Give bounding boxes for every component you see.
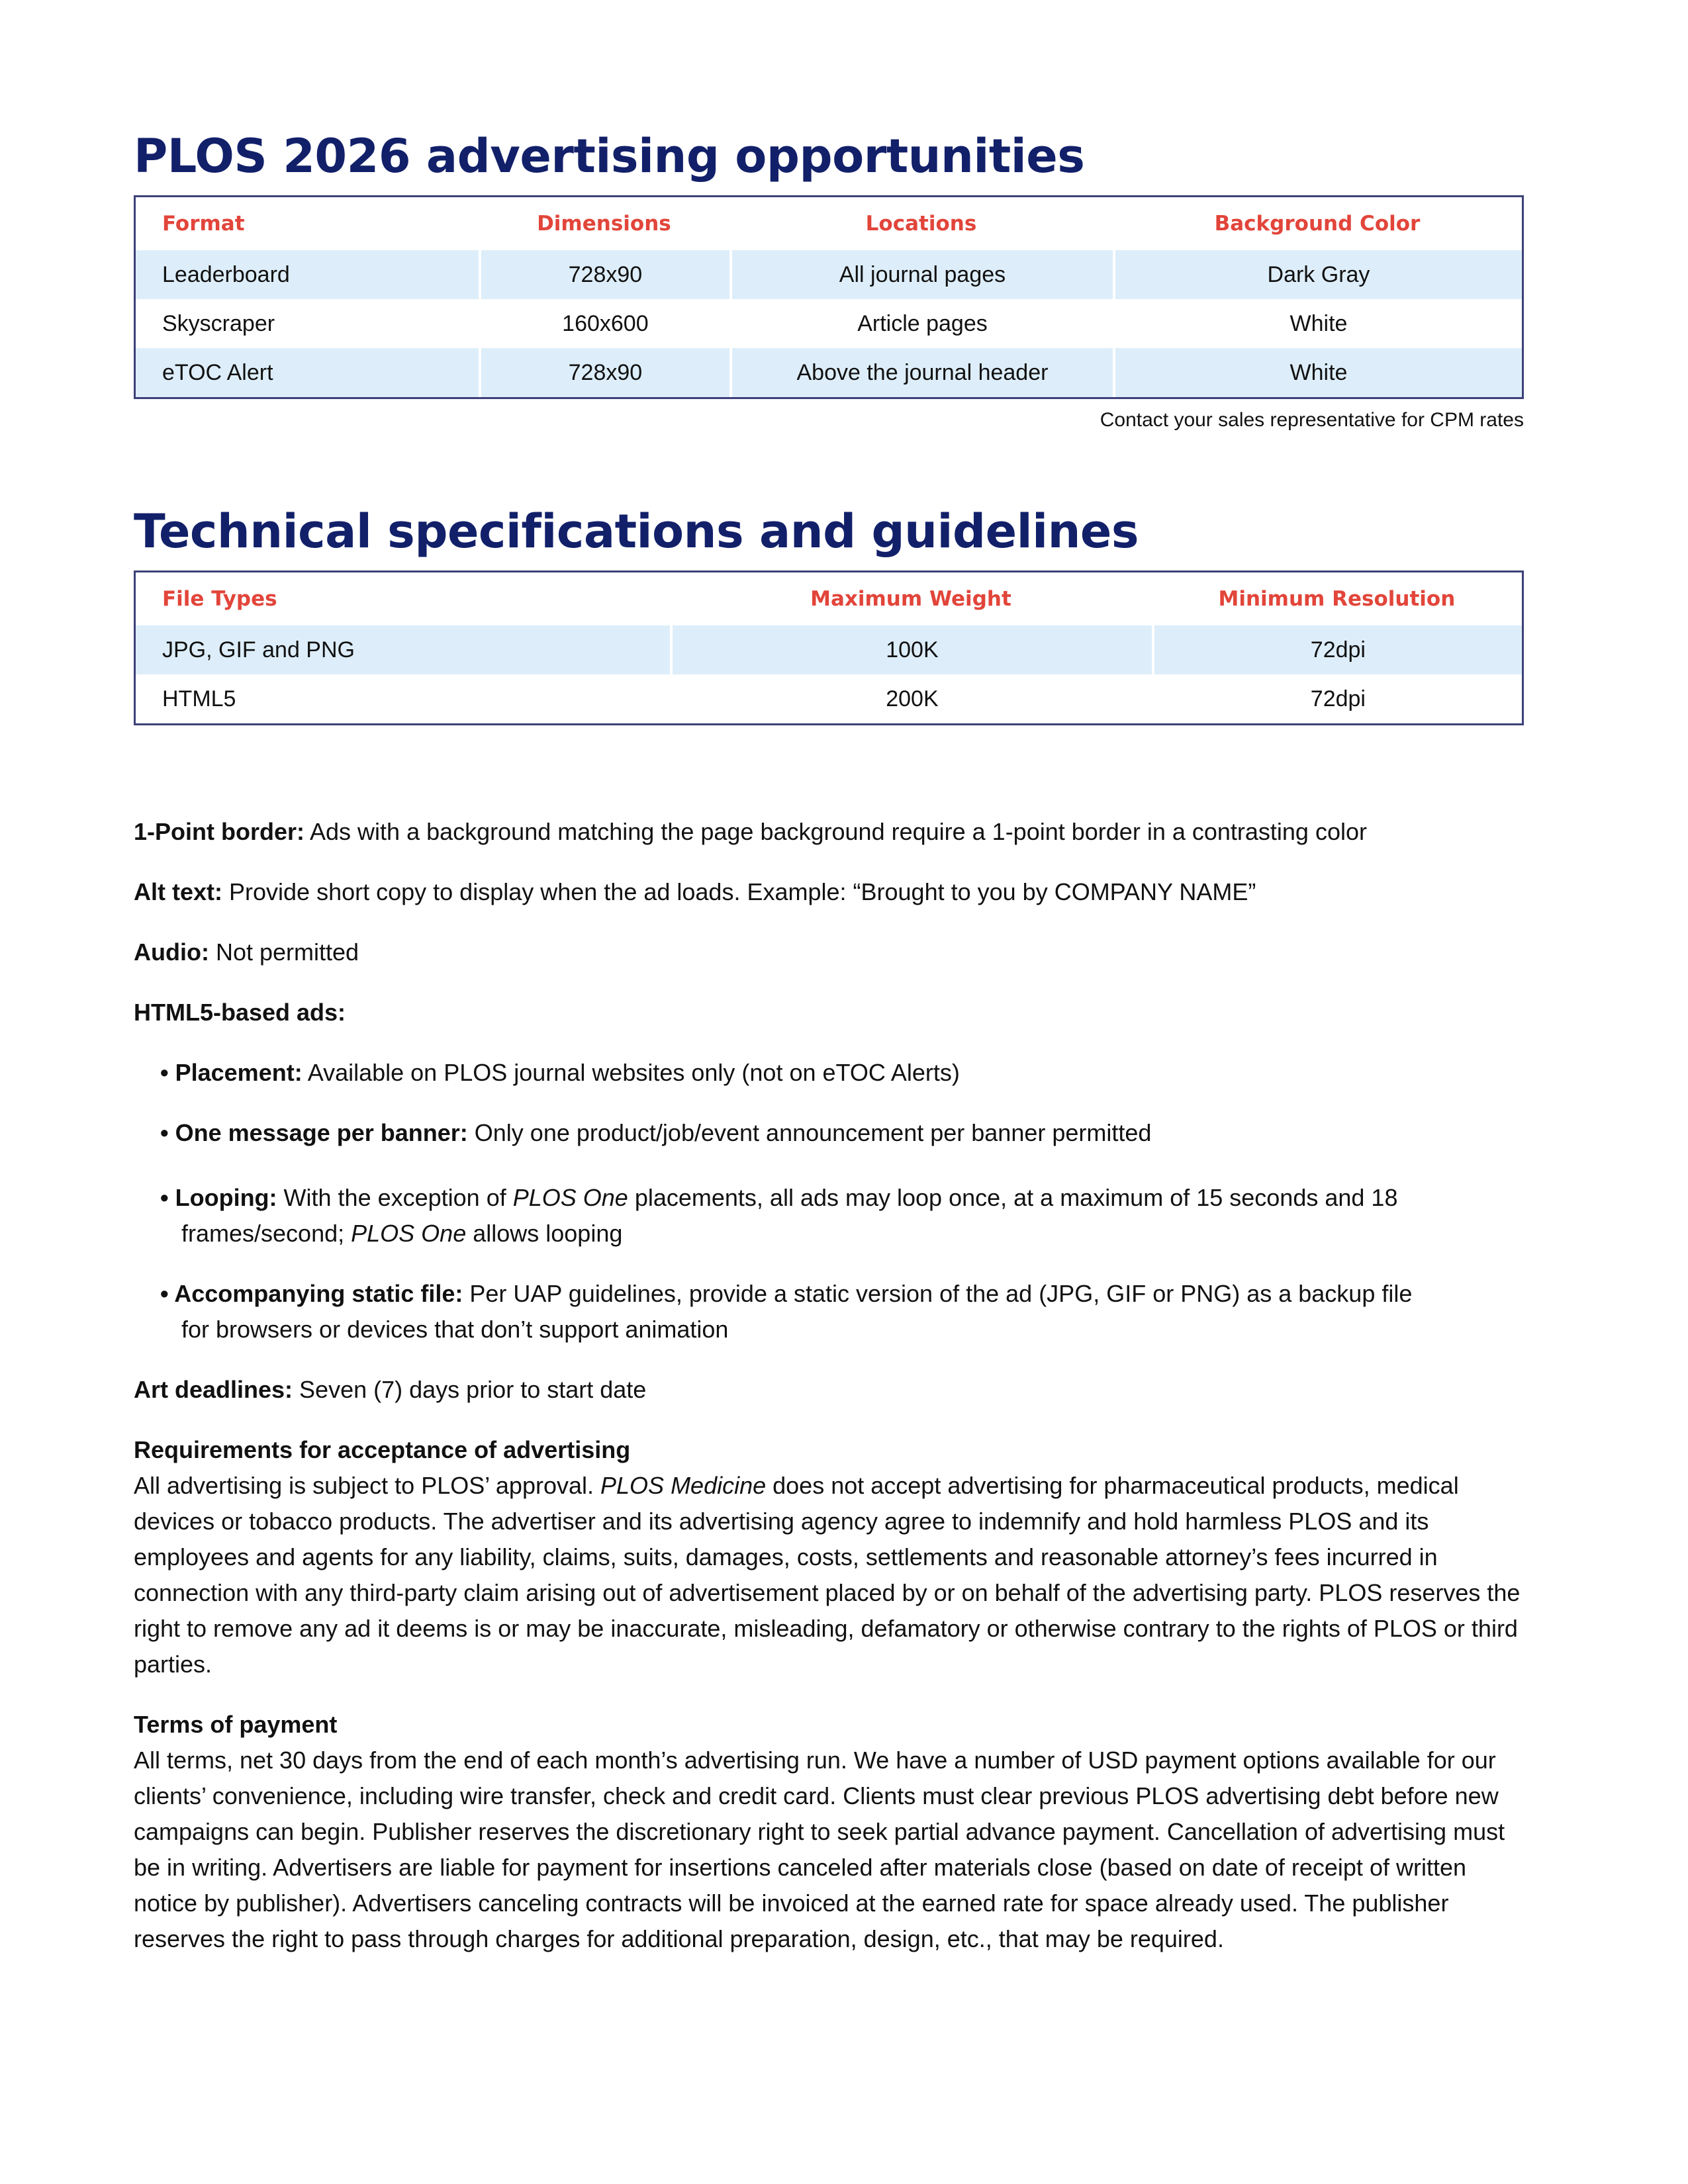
column-header-minimum-resolution: Minimum Resolution	[1218, 587, 1456, 611]
guidelines-body	[134, 814, 1524, 1981]
guideline-label: Alt text:	[134, 878, 222, 905]
guideline-label: Art deadlines:	[134, 1376, 293, 1403]
column-header-format: Format	[162, 212, 245, 236]
column-header-locations: Locations	[865, 212, 977, 236]
cpm-rates-note: Contact your sales representative for CPM rates	[1100, 409, 1524, 431]
bullet-continuation: for browsers or devices that don’t support animation	[181, 1316, 729, 1343]
column-header-dimensions: Dimensions	[537, 212, 671, 236]
requirements-text: does not accept advertising for pharmaceutical products, medical devices or tobacco products. The advertiser and its advertising agency agree to indemnify and hold harmless PLOS and its employees and agents for any liability, claims, suits, damages, costs, settlements and reasonable attorney’s fees incurred in connection with any third-party claim arising out of advertisement placed by or on behalf of the advertising party. PLOS reserves the right to remove any ad it deems is or may be inaccurate, misleading, defamatory or otherwise contrary to the rights of PLOS or third parties.	[134, 1472, 1521, 1678]
table-cell: 100K	[670, 625, 1152, 674]
section-title-technical: Technical specifications and guidelines	[134, 504, 1139, 559]
table-cell: White	[1113, 348, 1522, 397]
bullet-text: With the exception of	[277, 1184, 513, 1211]
table-cell: 728x90	[479, 348, 729, 397]
payment-heading: Terms of payment	[134, 1711, 338, 1738]
guideline-text: Not permitted	[209, 938, 359, 966]
bullet-text: placements, all ads may loop once, at a maximum of 15 seconds and 18	[628, 1184, 1398, 1211]
bullet-text: Available on PLOS journal websites only (not on eTOC Alerts)	[302, 1059, 960, 1086]
column-header-file-types: File Types	[162, 587, 277, 611]
bullet-one-message	[134, 1115, 1524, 1151]
table-cell: Dark Gray	[1113, 250, 1522, 299]
bullet-label: • Accompanying static file:	[160, 1280, 463, 1307]
guideline-label: Audio:	[134, 938, 209, 966]
bullet-text: allows looping	[466, 1220, 623, 1247]
advertising-formats-table	[134, 195, 1524, 399]
table-cell: Leaderboard	[136, 250, 479, 299]
table-cell: 72dpi	[1310, 686, 1366, 711]
guideline-alt-text	[134, 874, 1524, 910]
table-header-row	[136, 197, 1522, 250]
bullet-placement	[134, 1055, 1524, 1091]
guideline-label: HTML5-based ads:	[134, 999, 346, 1026]
table-cell: HTML5	[162, 686, 236, 711]
table-cell: All journal pages	[729, 250, 1113, 299]
guideline-label: 1-Point border:	[134, 818, 305, 845]
payment-section	[134, 1707, 1524, 1957]
bullet-continuation	[160, 1216, 1524, 1251]
guideline-art-deadlines	[134, 1372, 1524, 1408]
bullet-label: • Looping:	[160, 1184, 277, 1211]
bullet-label: • Placement:	[160, 1059, 303, 1086]
guideline-text: Seven (7) days prior to start date	[293, 1376, 647, 1403]
bullet-text: Per UAP guidelines, provide a static version of the ad (JPG, GIF or PNG) as a backup file	[463, 1280, 1413, 1307]
requirements-heading: Requirements for acceptance of advertising	[134, 1436, 631, 1463]
column-header-maximum-weight: Maximum Weight	[810, 587, 1011, 611]
guideline-border	[134, 814, 1524, 850]
table-cell: White	[1289, 310, 1348, 336]
guideline-audio	[134, 934, 1524, 970]
bullet-static-file	[134, 1276, 1524, 1347]
bullet-italic: PLOS One	[351, 1220, 467, 1247]
bullet-text: frames/second;	[181, 1220, 352, 1247]
table-row	[136, 348, 1522, 397]
table-cell: JPG, GIF and PNG	[136, 625, 670, 674]
table-cell: Skyscraper	[162, 310, 275, 336]
table-cell: Article pages	[857, 310, 988, 336]
requirements-italic: PLOS Medicine	[600, 1472, 767, 1499]
table-cell: 72dpi	[1152, 625, 1522, 674]
payment-text: All terms, net 30 days from the end of each month’s advertising run. We have a number of USD payment options available for our clients’ convenience, including wire transfer, check and credit card. Clients must clear previous PLOS advertising debt before new campaigns can begin. Publisher reserves the discretionary right to seek partial advance payment. Cancellation of advertising must be in writing. Advertisers are liable for payment for insertions canceled after materials close (based on date of receipt of written notice by publisher). Advertisers canceling contracts will be invoiced at the earned rate for space already used. The publisher reserves the right to pass through charges for additional preparation, design, etc., that may be required.	[134, 1747, 1505, 1952]
table-row	[136, 250, 1522, 299]
bullet-text: Only one product/job/event announcement per banner permitted	[467, 1119, 1152, 1146]
column-header-background-color: Background Color	[1214, 212, 1421, 236]
table-cell: 728x90	[479, 250, 729, 299]
table-row	[136, 674, 1522, 723]
requirements-section	[134, 1432, 1524, 1682]
guideline-text: Provide short copy to display when the ad loads. Example: “Brought to you by COMPANY NAME”	[222, 878, 1256, 905]
bullet-looping	[134, 1180, 1524, 1251]
table-header-row	[136, 572, 1522, 625]
requirements-text: All advertising is subject to PLOS’ approval.	[134, 1472, 601, 1499]
technical-specs-table	[134, 570, 1524, 725]
table-cell: eTOC Alert	[136, 348, 479, 397]
bullet-italic: PLOS One	[512, 1184, 628, 1211]
table-cell: 160x600	[562, 310, 649, 336]
table-cell: 200K	[886, 686, 939, 711]
bullet-label: • One message per banner:	[160, 1119, 468, 1146]
section-title-advertising: PLOS 2026 advertising opportunities	[134, 129, 1085, 183]
table-row	[136, 625, 1522, 674]
guideline-html5	[134, 995, 1524, 1030]
table-row	[136, 299, 1522, 348]
table-cell: Above the journal header	[729, 348, 1113, 397]
guideline-text: Ads with a background matching the page background require a 1-point border in a contrasting color	[305, 818, 1367, 845]
